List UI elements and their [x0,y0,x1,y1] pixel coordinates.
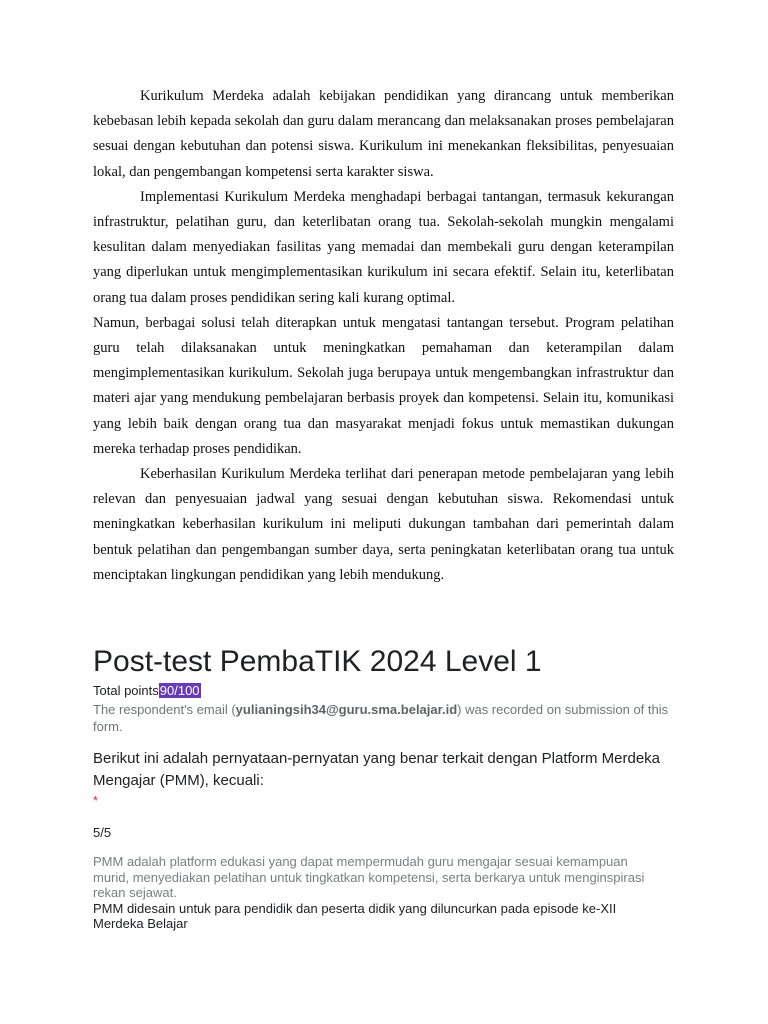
total-points [93,683,683,699]
answer-option: PMM didesain untuk para pendidik dan peserta didik yang diluncurkan pada episode ke-XII Merdeka Belajar [93,900,617,931]
essay-paragraph-2: Implementasi Kurikulum Merdeka menghadapi berbagai tantangan, termasuk kekurangan infrastruktur, pelatihan guru, dan keterlibatan orang tua. Sekolah-sekolah mungkin mengalami kesulitan dalam menyediakan fasilitas yang memadai dan membekali guru dengan keterampilan yang diperlukan untuk mengimplementasikan kurikulum ini secara efektif. Selain itu, keterlibatan orang tua dalam proses pendidikan sering kali kurang optimal. [93,188,674,306]
answer-option: PMM adalah platform edukasi yang dapat mempermudah guru mengajar sesuai kemampuan murid, menyediakan pelatihan untuk tingkatkan kompetensi, serta berkarya untuk menginspirasi rekan sejawat. [93,854,645,900]
respondent-email: yulianingsih34@guru.sma.belajar.id [235,702,458,717]
essay-body [93,84,674,588]
question-score: 5/5 [93,825,112,840]
required-asterisk: * [93,793,99,808]
email-note-suffix: ) was recorded on submission of this form. [93,702,669,734]
question-text: Berikut ini adalah pernyataan-pernyatan yang benar terkait dengan Platform Merdeka Mengajar (PMM), kecuali: [93,750,661,789]
form-title: Post-test PembaTIK 2024 Level 1 [93,645,542,678]
email-note-prefix: The respondent's email ( [93,702,236,717]
email-note [93,701,683,735]
points-badge: 90/100 [159,683,200,698]
essay-paragraph-1: Kurikulum Merdeka adalah kebijakan pendidikan yang dirancang untuk memberikan kebebasan lebih kepada sekolah dan guru dalam merancang dan melaksanakan proses pembelajaran sesuai dengan kebutuhan dan potensi siswa. Kurikulum ini menekankan fleksibilitas, penyesuaian lokal, dan pengembangan kompetensi serta karakter siswa. [93,88,674,180]
form-summary [93,642,683,932]
essay-paragraph-4: Keberhasilan Kurikulum Merdeka terlihat dari penerapan metode pembelajaran yang lebih relevan dan penyesuaian jadwal yang sesuai dengan kebutuhan siswa. Rekomendasi untuk meningkatkan keberhasilan kurikulum ini meliputi dukungan tambahan dari pemerintah dalam bentuk pelatihan dan pengembangan sumber daya, serta peningkatan keterlibatan orang tua untuk menciptakan lingkungan pendidikan yang lebih mendukung. [93,466,674,583]
essay-paragraph-3: Namun, berbagai solusi telah diterapkan untuk mengatasi tantangan tersebut. Program pelatihan guru telah dilaksanakan untuk meningkatkan pemahaman dan keterampilan dalam mengimplementasikan kurikulum. Sekolah juga berupaya untuk mengembangkan infrastruktur dan materi ajar yang mendukung pembelajaran berbasis proyek dan kompetensi. Selain itu, komunikasi yang lebih baik dengan orang tua dan masyarakat menjadi fokus untuk memastikan dukungan mereka terhadap proses pendidikan. [93,314,674,457]
total-points-label: Total points [93,683,159,698]
